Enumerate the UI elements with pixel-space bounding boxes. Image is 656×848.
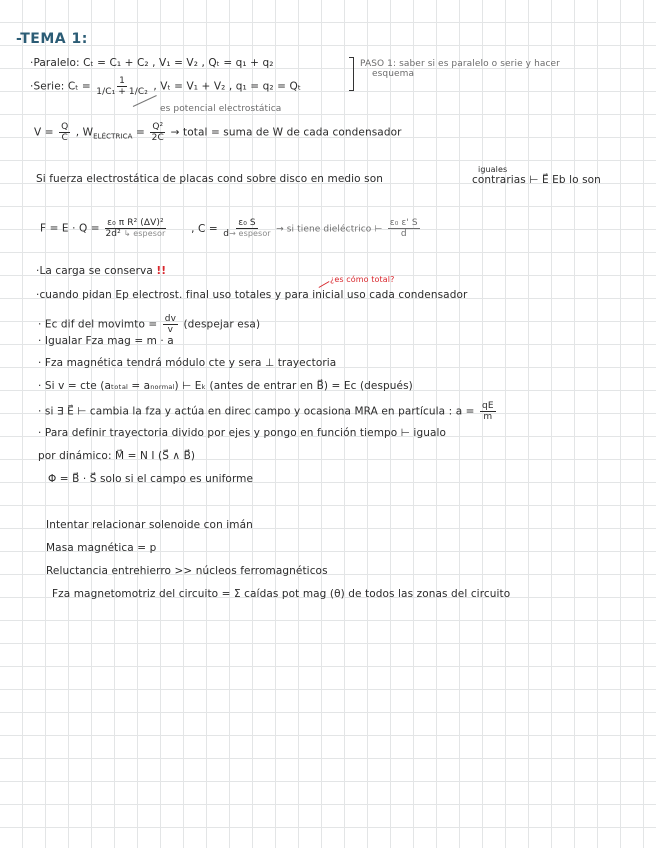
- annotation-totales: ¿es cómo total?: [330, 275, 395, 284]
- note-paso-1-cont: esquema: [372, 69, 415, 79]
- note-carga: ·La carga se conserva !!: [36, 265, 167, 277]
- note-intentar: Intentar relacionar solenoide con imán: [46, 519, 253, 531]
- note-paralelo: ·Paralelo: Cₜ = C₁ + C₂ , V₁ = V₂ , Qₜ = q₁ + q₂: [30, 57, 274, 69]
- note-si-v-cte: · Si v = cte (aₜₒₜₐₗ = aₙₒᵣₘₐₗ) ⊢ Eₖ (antes de entrar en B⃗) = Eᴄ (después): [38, 380, 413, 392]
- note-por-dinamico: por dinámico: M⃗ = N I (S⃗ ∧ B⃗): [38, 450, 196, 462]
- page-title: -TEMA 1:: [16, 31, 88, 47]
- serie-label: ·Serie: Cₜ =: [30, 80, 91, 93]
- bracket: [349, 57, 354, 91]
- serie-fraction: $\frac{1}{\text{1/C₁ + 1/C₂}}$: [96, 76, 148, 97]
- serie-rest: , Vₜ = V₁ + V₂ , q₁ = q₂ = Qₜ: [153, 80, 302, 93]
- annotation-potencial: es potencial electrostática: [160, 104, 282, 114]
- note-iguales: iguales: [478, 165, 508, 174]
- note-flujo: Φ = B⃗ · S⃗ solo si el campo es uniforme: [48, 473, 254, 485]
- note-reluctancia: Reluctancia entrehierro >> núcleos ferromagnéticos: [46, 565, 328, 577]
- note-masa: Masa magnética = p: [46, 542, 157, 554]
- note-energia: V = $\frac{Q}{C}$ , $W_{ELÉCTRICA}$ = $\frac{\text{Q²}}{2C}$ → total = suma de W de cada condensador: [34, 122, 402, 143]
- note-cuando: ·cuando pidan Ep electrost. final uso totales y para inicial uso cada condensador: [36, 289, 468, 301]
- note-si-e: · si ∃ E⃗ ⊢ cambia la fza y actúa en direc campo y ocasiona MRA en partícula : a = $\frac{qE}{m}$: [38, 401, 494, 422]
- note-fza-magnetica: · Fza magnética tendrá módulo cte y sera ⊥ trayectoria: [38, 357, 337, 369]
- note-contrarias: contrarias ⊢ E⃗ Eb lo son: [472, 174, 601, 186]
- note-serie: [30, 76, 301, 97]
- note-f-formula: F = E · Q = $\frac{\text{ε₀ π R² (ΔV)²}}{\text{2d² ↳ espesor}}$ , C = $\frac{\text{ε₀ S}}{\text{d→ espesor}}$ → si tiene dieléctrico ⊢ $\frac{\text{ε₀ ε' S}}{d}$: [40, 218, 418, 239]
- note-para-definir: · Para definir trayectoria divido por ejes y pongo en función tiempo ⊢ igualo: [38, 427, 447, 439]
- note-fuerza: Si fuerza electrostática de placas cond sobre disco en medio son: [36, 173, 383, 185]
- note-ec-dif: · Ec dif del movimto = $\frac{dv}{v}$ (despejar esa): [38, 314, 261, 335]
- note-igualar: · Igualar Fza mag = m · a: [38, 335, 174, 347]
- note-paso-1: PASO 1: saber si es paralelo o serie y hacer: [360, 59, 560, 69]
- red-annotation-pointer: [319, 281, 330, 288]
- note-fza-magnetomotriz: Fza magnetomotriz del circuito = Σ caídas pot mag (θ) de todos las zonas del circuito: [52, 588, 511, 600]
